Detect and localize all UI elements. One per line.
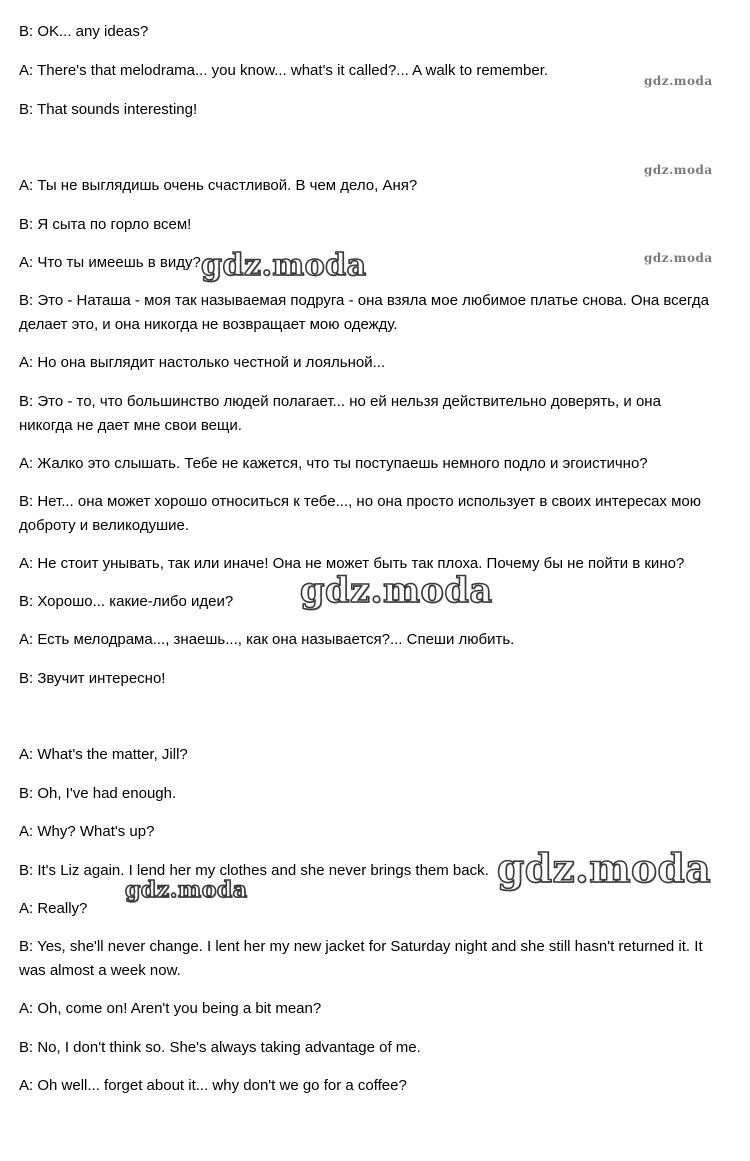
watermark: gdz.moda <box>201 248 367 283</box>
watermark: gdz.moda <box>125 877 248 903</box>
dialogue-line: B: OK... any ideas? <box>19 23 149 40</box>
dialogue-line: A: Что ты имеешь в виду? <box>19 254 201 271</box>
dialogue-line: B: Это - Наташа - моя так называемая подруга - она взяла мое любимое платье снова. Она всегда <box>19 292 709 309</box>
dialogue-line: A: There's that melodrama... you know... what's it called?... A walk to remember. <box>19 62 549 79</box>
dialogue-line: B: Хорошо... какие-либо идеи? <box>19 593 234 610</box>
watermark: gdz.moda <box>644 251 713 265</box>
dialogue-line: B: Это - то, что большинство людей полагает... но ей нельзя действительно доверять, и она <box>19 393 661 410</box>
dialogue-line: B: No, I don't think so. She's always taking advantage of me. <box>19 1039 421 1056</box>
dialogue-line: B: Yes, she'll never change. I lent her my new jacket for Saturday night and she still hasn't returned it. It <box>19 938 703 955</box>
dialogue-line: A: Но она выглядит настолько честной и лояльной... <box>19 354 386 371</box>
dialogue-line: A: Есть мелодрама..., знаешь..., как она называется?... Спеши любить. <box>19 631 515 648</box>
dialogue-line: B: Звучит интересно! <box>19 670 166 687</box>
dialogue-line: A: Не стоит унывать, так или иначе! Она не может быть так плоха. Почему бы не пойти в кино? <box>19 555 685 572</box>
dialogue-line: B: That sounds interesting! <box>19 101 198 118</box>
dialogue-line: доброту и великодушие. <box>19 517 189 534</box>
dialogue-line: A: Oh well... forget about it... why don't we go for a coffee? <box>19 1077 407 1094</box>
watermark: gdz.moda <box>644 74 713 88</box>
dialogue-line: A: Ты не выглядишь очень счастливой. В чем дело, Аня? <box>19 177 418 194</box>
dialogue-line: делает это, и она никогда не возвращает мою одежду. <box>19 316 398 333</box>
dialogue-line: A: What's the matter, Jill? <box>19 746 188 763</box>
dialogue-line: A: Жалко это слышать. Тебе не кажется, что ты поступаешь немного подло и эгоистично? <box>19 455 648 472</box>
dialogue-line: B: It's Liz again. I lend her my clothes and she never brings them back. <box>19 862 489 879</box>
dialogue-line: никогда не дает мне свои вещи. <box>19 417 242 434</box>
dialogue-line: A: Really? <box>19 900 88 917</box>
dialogue-line: was almost a week now. <box>19 962 181 979</box>
dialogue-line: B: Oh, I've had enough. <box>19 785 177 802</box>
dialogue-line: A: Oh, come on! Aren't you being a bit mean? <box>19 1000 322 1017</box>
watermark: gdz.moda <box>300 570 493 611</box>
dialogue-line: A: Why? What's up? <box>19 823 155 840</box>
watermark: gdz.moda <box>497 846 712 892</box>
watermark: gdz.moda <box>644 163 713 177</box>
dialogue-line: B: Нет... она может хорошо относиться к тебе..., но она просто использует в своих интересах мою <box>19 493 701 510</box>
dialogue-line: B: Я сыта по горло всем! <box>19 216 192 233</box>
